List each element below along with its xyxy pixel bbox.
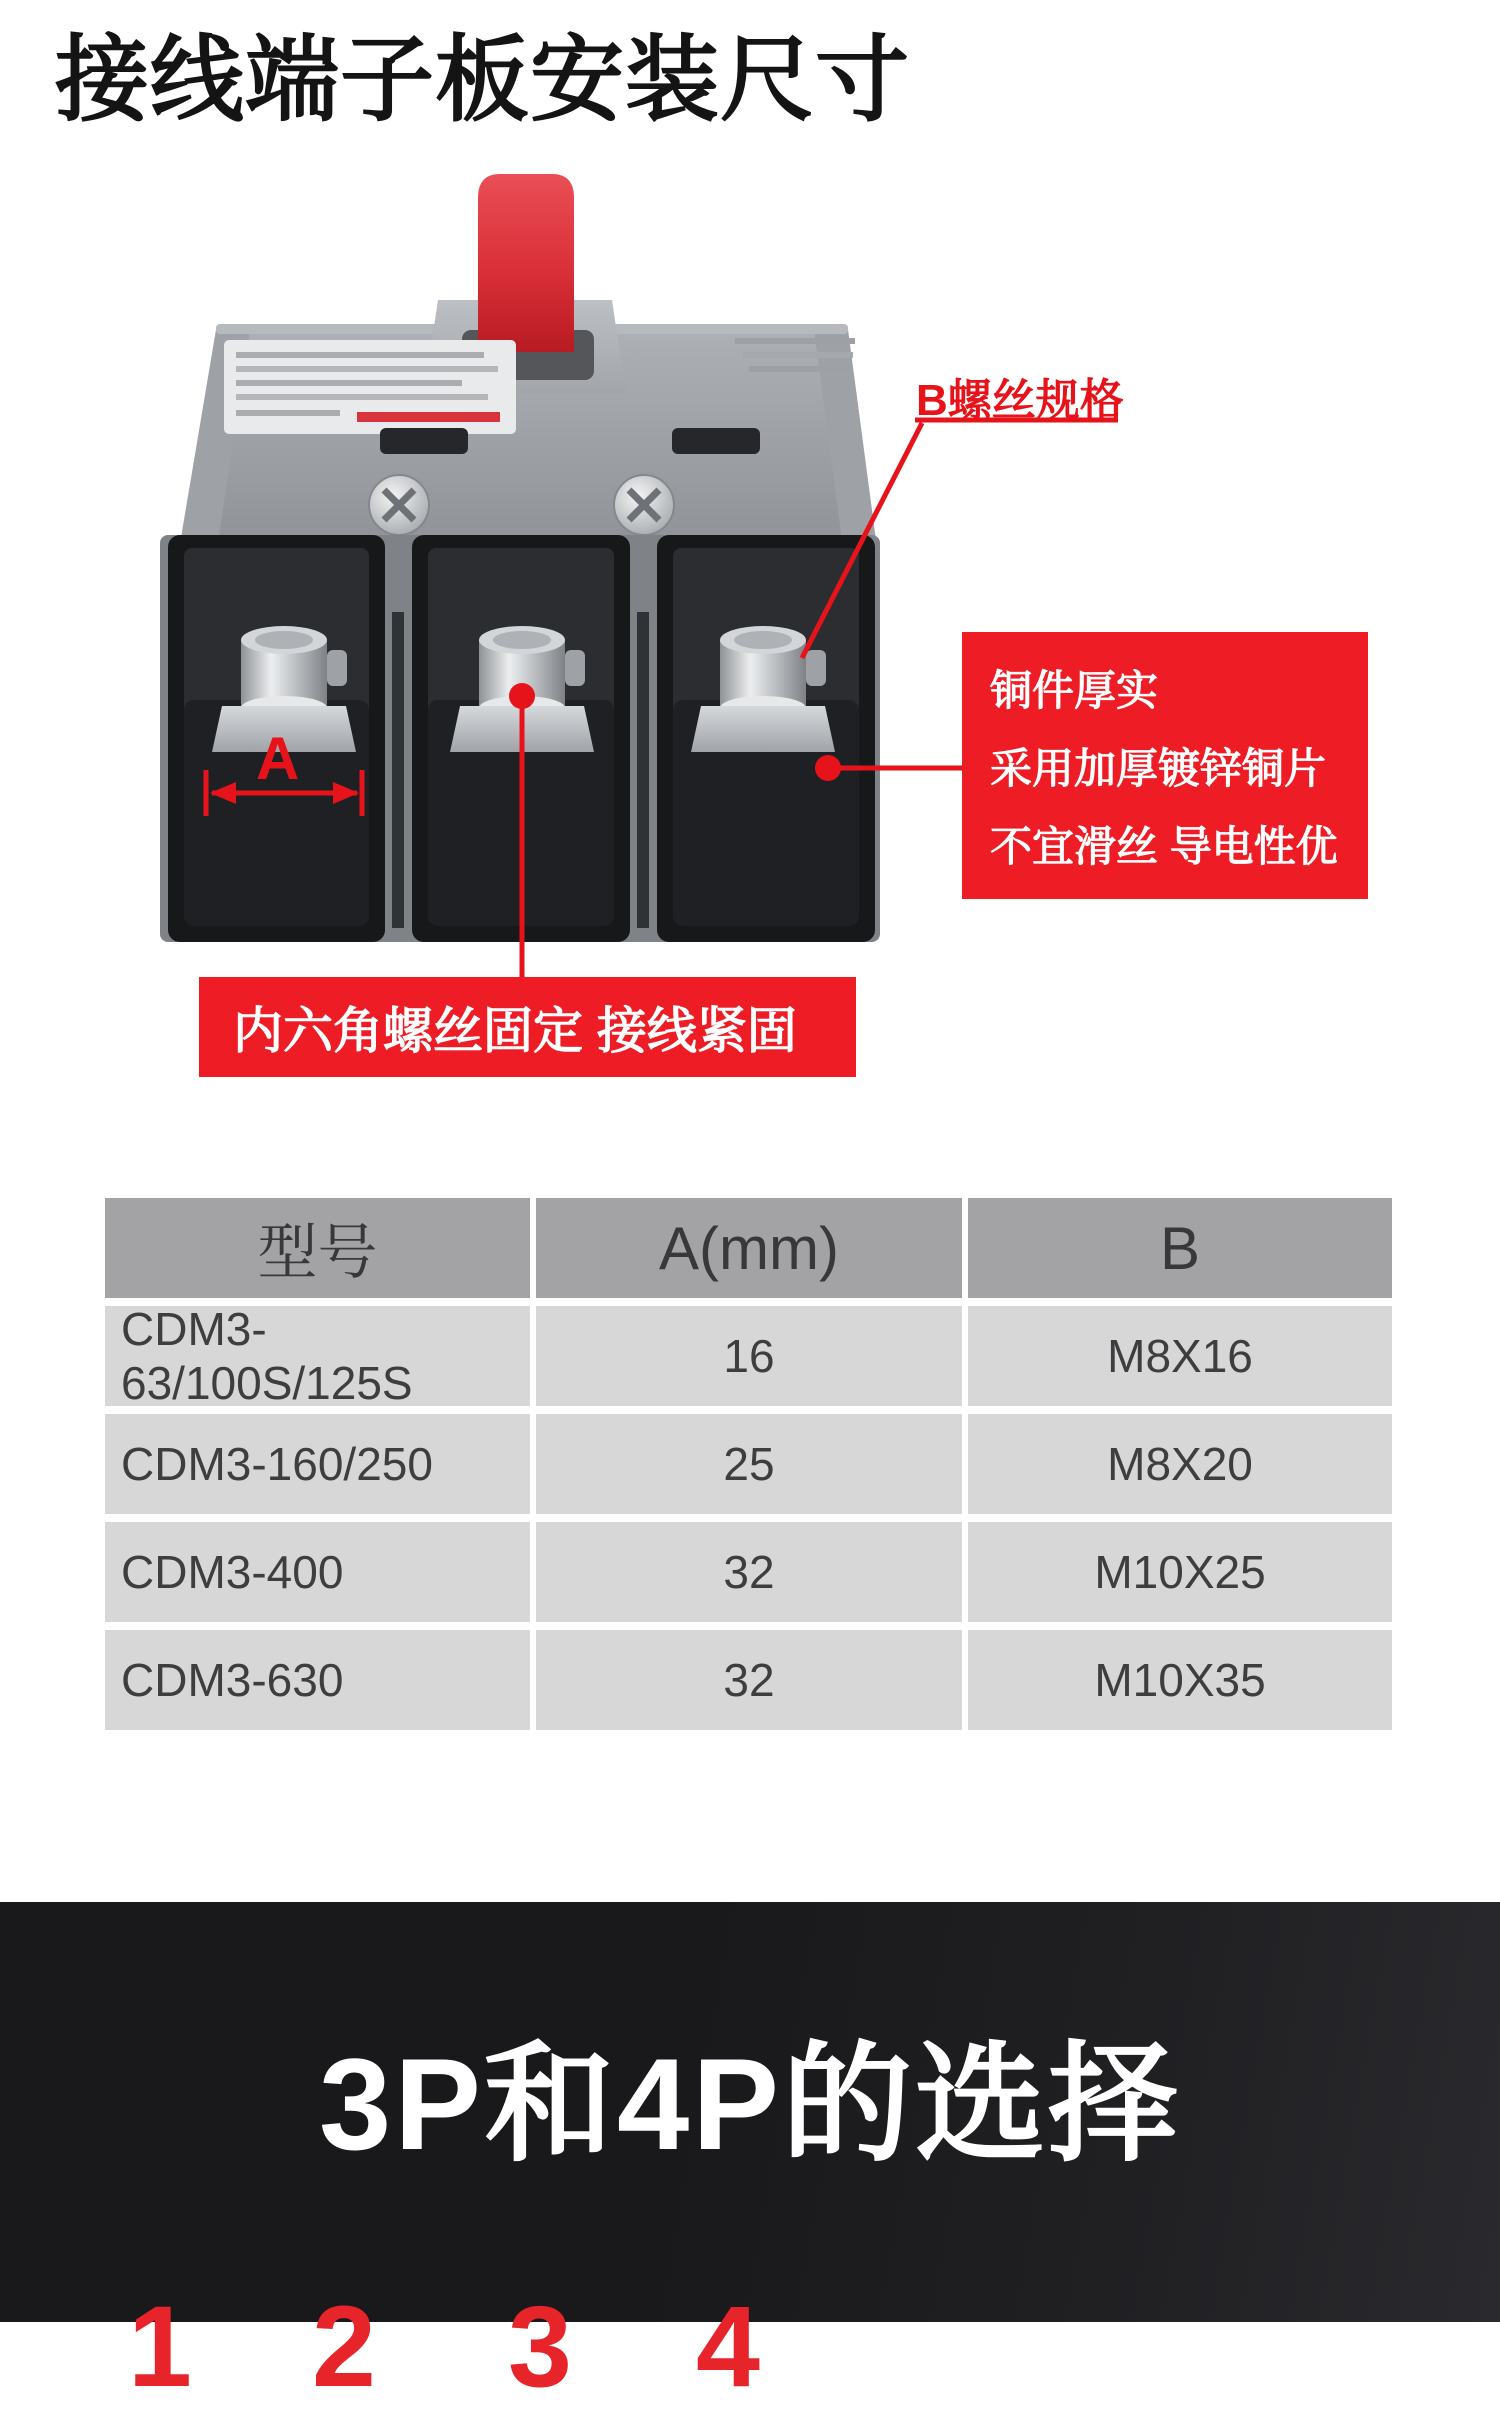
phillips-screw-right xyxy=(614,475,674,535)
callout-line: 不宜滑丝 导电性优 xyxy=(990,823,1338,870)
callout-line: 采用加厚镀锌铜片 xyxy=(990,745,1327,792)
step-number: 3 xyxy=(508,2283,572,2411)
hex-screw-callout-box: 内六角螺丝固定 接线紧固 xyxy=(199,977,856,1077)
step-number: 4 xyxy=(696,2283,760,2411)
terminal-bay xyxy=(657,535,875,942)
b-value-cell: M8X16 xyxy=(968,1306,1392,1406)
table-row xyxy=(105,1630,1392,1730)
column-header-b: B xyxy=(968,1198,1392,1298)
table-row xyxy=(105,1303,1392,1409)
column-header-model: 型号 xyxy=(105,1198,530,1298)
section-3p-4p xyxy=(0,1902,1500,2411)
step-number: 1 xyxy=(128,2283,192,2411)
model-cell: CDM3-400 xyxy=(105,1522,530,1622)
callout-line: 铜件厚实 xyxy=(990,667,1159,714)
dimension-a-label: A xyxy=(256,725,300,792)
copper-callout-box xyxy=(962,632,1368,899)
b-value-cell: M10X35 xyxy=(968,1630,1392,1730)
a-value-cell: 16 xyxy=(536,1306,962,1406)
step-number: 2 xyxy=(312,2283,376,2411)
model-cell: CDM3-160/250 xyxy=(105,1414,530,1514)
model-cell: CDM3-63/100S/125S xyxy=(105,1306,530,1406)
model-cell: CDM3-630 xyxy=(105,1630,530,1730)
section-title: 3P和4P的选择 xyxy=(318,2031,1182,2177)
b-screw-spec-label: B螺丝规格 xyxy=(916,376,1124,425)
table-row xyxy=(105,1414,1392,1514)
a-value-cell: 32 xyxy=(536,1630,962,1730)
a-value-cell: 25 xyxy=(536,1414,962,1514)
a-value-cell: 32 xyxy=(536,1522,962,1622)
dimension-table xyxy=(105,1198,1392,1738)
column-header-a-mm: A(mm) xyxy=(536,1198,962,1298)
page-title: 接线端子板安装尺寸 xyxy=(55,27,911,132)
table-row xyxy=(105,1522,1392,1622)
table-header-row xyxy=(105,1198,1392,1298)
breaker-toggle-handle xyxy=(478,174,574,352)
b-value-cell: M10X25 xyxy=(968,1522,1392,1622)
phillips-screw-left xyxy=(369,475,429,535)
b-value-cell: M8X20 xyxy=(968,1414,1392,1514)
